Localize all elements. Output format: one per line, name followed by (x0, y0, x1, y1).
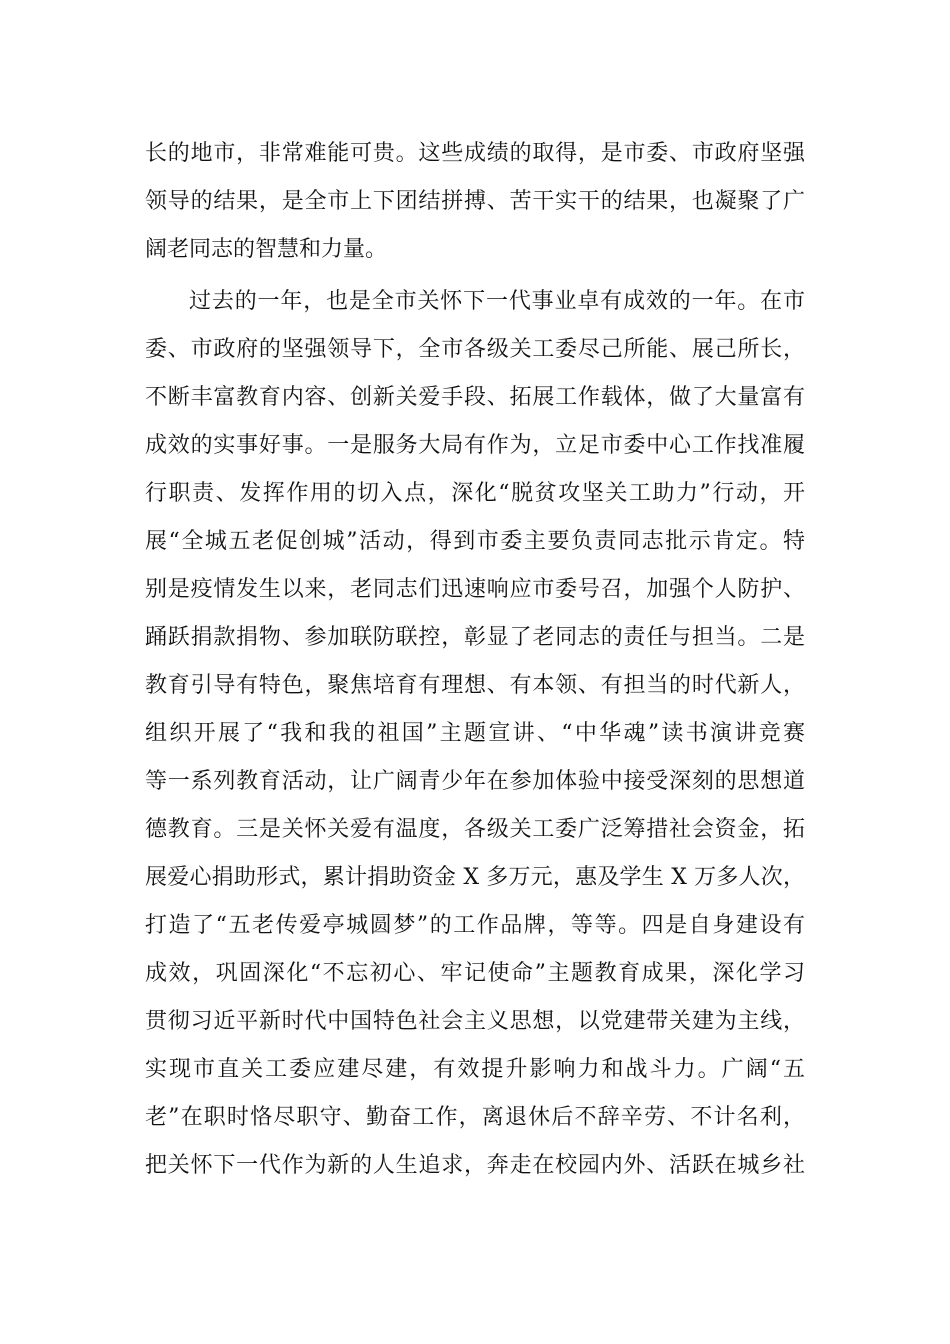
text-line: 踊跃捐款捐物、参加联防联控，彰显了老同志的责任与担当。二是 (145, 625, 805, 650)
text-line: 长的地市，非常难能可贵。这些成绩的取得，是市委、市政府坚强 (145, 141, 805, 166)
paragraph-1 (145, 130, 805, 274)
text-line: 成效，巩固深化“不忘初心、牢记使命”主题教育成果，深化学习 (145, 961, 805, 986)
text-line: 展爱心捐助形式，累计捐助资金 X 多万元，惠及学生 X 万多人次， (145, 865, 805, 890)
text-line: 德教育。三是关怀关爱有温度，各级关工委广泛筹措社会资金，拓 (145, 817, 805, 842)
text-line: 过去的一年，也是全市关怀下一代事业卓有成效的一年。在市 (189, 289, 805, 314)
text-line: 委、市政府的坚强领导下，全市各级关工委尽己所能、展己所长， (145, 337, 805, 362)
text-line: 行职责、发挥作用的切入点，深化“脱贫攻坚关工助力”行动，开 (145, 481, 805, 506)
text-line: 不断丰富教育内容、创新关爱手段、拓展工作载体，做了大量富有 (145, 385, 805, 410)
text-line: 教育引导有特色，聚焦培育有理想、有本领、有担当的时代新人， (145, 673, 805, 698)
text-line: 实现市直关工委应建尽建，有效提升影响力和战斗力。广阔“五 (145, 1057, 805, 1082)
text-line: 老”在职时恪尽职守、勤奋工作，离退休后不辞辛劳、不计名利， (145, 1105, 805, 1130)
paragraph-2 (145, 278, 805, 1190)
text-line: 成效的实事好事。一是服务大局有作为，立足市委中心工作找准履 (145, 433, 805, 458)
text-line: 阔老同志的智慧和力量。 (145, 237, 388, 262)
text-line: 组织开展了“我和我的祖国”主题宣讲、“中华魂”读书演讲竞赛 (145, 721, 805, 746)
text-line: 等一系列教育活动，让广阔青少年在参加体验中接受深刻的思想道 (145, 769, 805, 794)
text-line: 打造了“五老传爱亭城圆梦”的工作品牌，等等。四是自身建设有 (145, 913, 805, 938)
text-line: 展“全城五老促创城”活动，得到市委主要负责同志批示肯定。特 (145, 529, 805, 554)
text-line: 别是疫情发生以来，老同志们迅速响应市委号召，加强个人防护、 (145, 577, 805, 602)
text-line: 领导的结果，是全市上下团结拼搏、苦干实干的结果，也凝聚了广 (145, 189, 805, 214)
text-line: 把关怀下一代作为新的人生追求，奔走在校园内外、活跃在城乡社 (145, 1153, 805, 1178)
text-line: 贯彻习近平新时代中国特色社会主义思想，以党建带关建为主线， (145, 1009, 805, 1034)
